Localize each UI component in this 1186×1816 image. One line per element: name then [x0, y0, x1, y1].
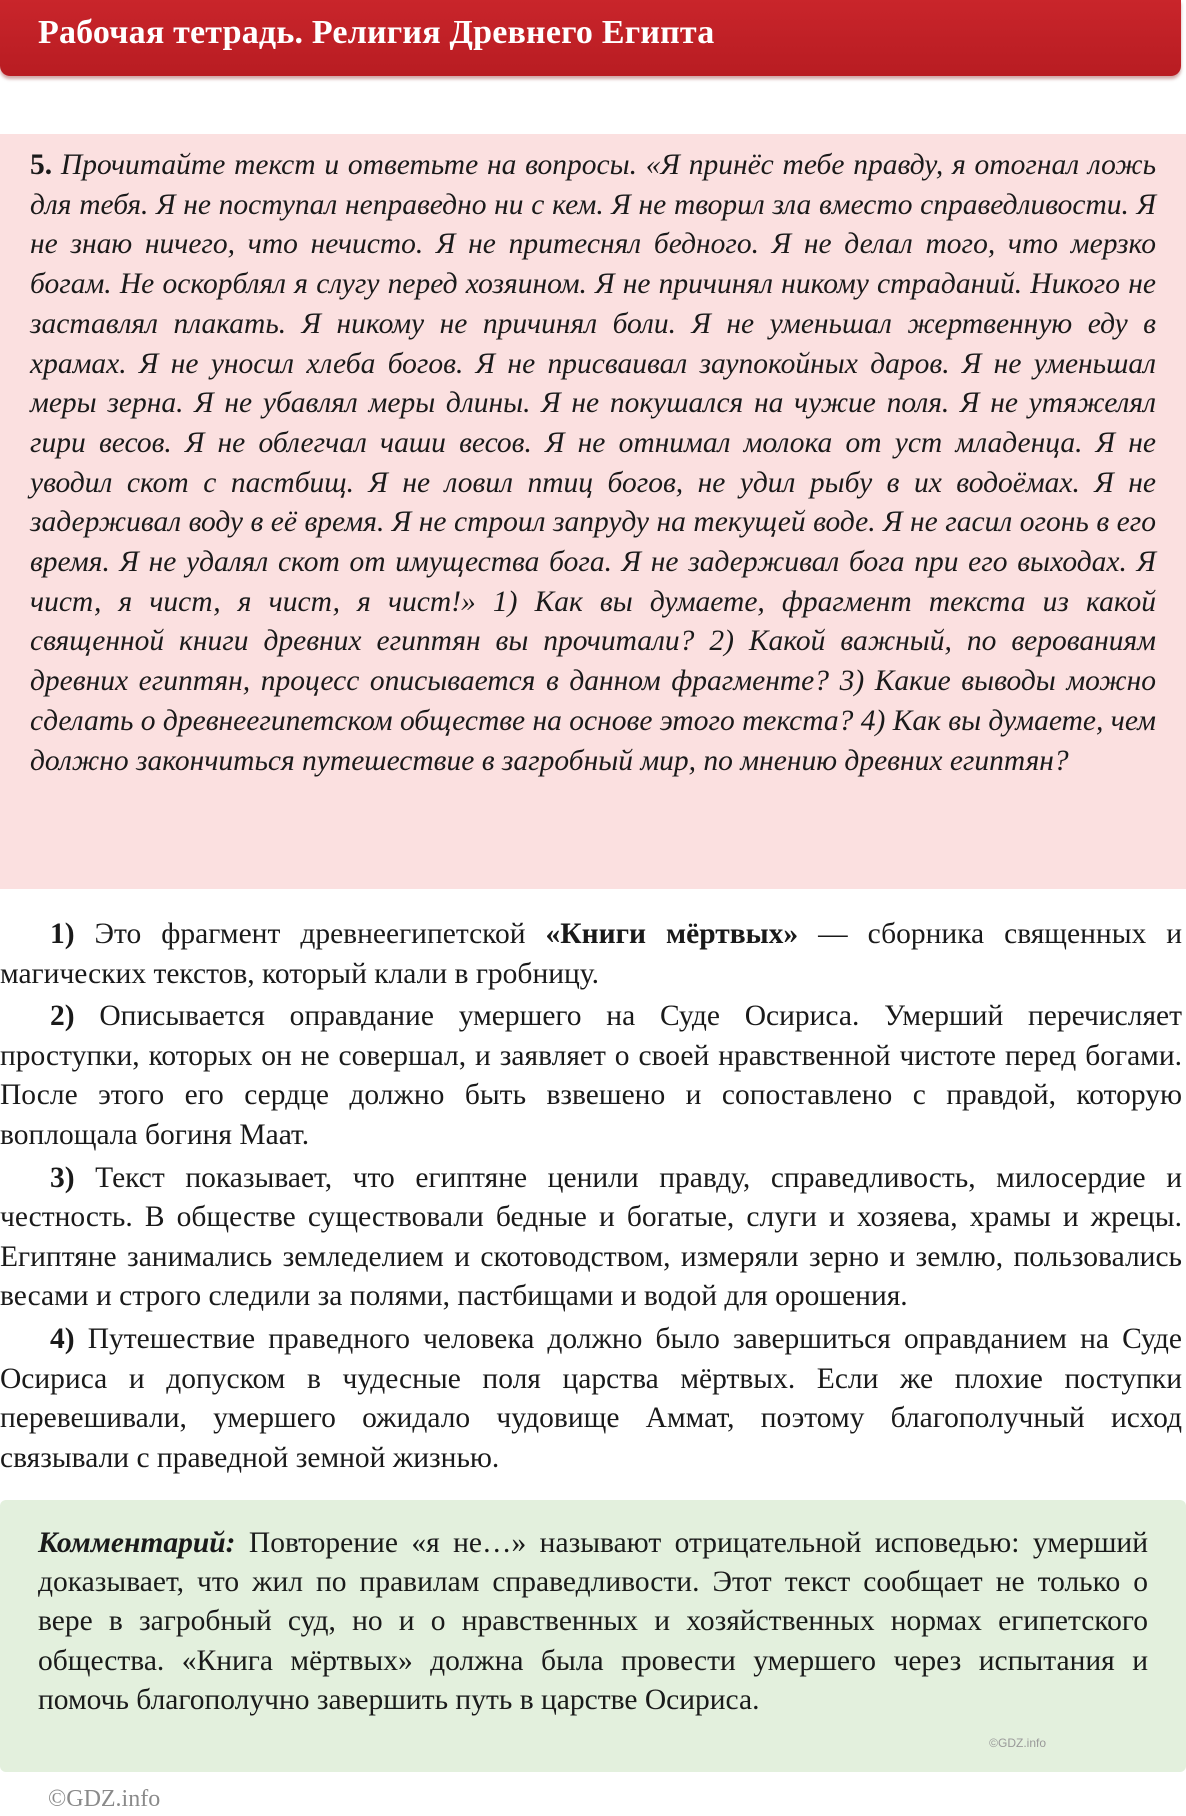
answer-1-number: 1): [50, 918, 75, 950]
answer-2-number: 2): [50, 1000, 75, 1033]
comment-text: [38, 1524, 1148, 1720]
answer-3-number: 3): [50, 1161, 75, 1194]
comment-label: Комментарий:: [38, 1527, 236, 1559]
comment-body: Повторение «я не…» называют отрицательной исповедью: умерший доказывает, что жил по правилам справедливости. Этот текст сообщает не только о вере в загробный суд, но и о нравственных и хозяйственных нормах египетского общества. «Книга мёртвых» должна была провести умершего через испытания и помочь благополучно завершить путь в царстве Осириса.: [38, 1527, 1149, 1716]
answer-3: [0, 1159, 1182, 1317]
answer-4: [0, 1320, 1182, 1478]
task-number: 5.: [30, 149, 53, 181]
task-text: [30, 146, 1156, 781]
page-title: Рабочая тетрадь. Религия Древнего Египта: [38, 14, 715, 51]
task-box: [0, 134, 1186, 889]
answer-1: [0, 915, 1182, 994]
comment-box: [0, 1500, 1186, 1772]
answer-4-text: Путешествие праведного человека должно было завершиться оправданием на Суде Осириса и допуском в чудесные поля царства мёртвых. Если же плохие поступки перевешивали, умершего ожидало чудовище Аммат, поэтому благополучный исход связывали с праведной земной жизнью.: [0, 1322, 1183, 1474]
answer-2-text: Описывается оправдание умершего на Суде Осириса. Умерший перечисляет проступки, которых он не совершал, и заявляет о своей нравственной чистоте перед богами. После этого его сердце должно быть взвешено и сопоставлено с правдой, которую воплощала богиня Маат.: [0, 1000, 1182, 1151]
answer-4-number: 4): [50, 1322, 75, 1355]
answer-1-text-before: Это фрагмент древнеегипетской: [94, 918, 526, 950]
answer-1-book-title: «Книги мёртвых»: [545, 918, 799, 950]
task-body: Прочитайте текст и ответьте на вопросы. «Я принёс тебе правду, я отогнал ложь для тебя. Я не поступал неправедно ни с кем. Я не творил зла вместо справедливости. Я не знаю ничего, что нечисто. Я не притеснял бедного. Я не делал того, что мерзко богам. Не оскорблял я слугу перед хозяином. Я не причинял никому страданий. Никого не заставлял плакать. Я никому не причинял боли. Я не уменьшал жертвенную еду в храмах. Я не уносил хлеба богов. Я не присваивал заупокойных даров. Я не уменьшал меры зерна. Я не убавлял меры длины. Я не покушался на чужие поля. Я не утяжелял гири весов. Я не облегчал чаши весов. Я не отнимал молока от уст младенца. Я не уводил скот с пастбищ. Я не ловил птиц богов, не удил рыбу в их водоёмах. Я не задерживал воду в её время. Я не строил запруду на текущей воде. Я не гасил огонь в его время. Я не удалял скот от имущества бога. Я не задерживал бога при его выходах. Я чист, я чист, я чист, я чист!» 1) Как вы думаете, фрагмент текста из какой священной книги древних египтян вы прочитали? 2) Какой важный, по верованиям древних египтян, процесс описывается в данном фрагменте? 3) Какие выводы можно сделать о древнеегипетском обществе на основе этого текста? 4) Как вы думаете, чем должно закончиться путешествие в загробный мир, по мнению древних египтян?: [30, 149, 1157, 777]
answer-2: [0, 997, 1182, 1155]
answer-1-text-after: — сборника священных и магических текстов, который клали в гробницу.: [0, 918, 1183, 990]
page-header: [0, 0, 1181, 76]
answer-3-text: Текст показывает, что египтяне ценили правду, справедливость, милосердие и честность. В обществе существовали бедные и богатые, слуги и хозяева, храмы и жрецы. Египтяне занимались земледелием и скотоводством, измеряли зерно и землю, пользовались весами и строго следили за полями, пастбищами и водой для орошения.: [0, 1161, 1182, 1313]
answers-section: [0, 915, 1186, 1481]
comment-watermark: ©GDZ.info: [989, 1736, 1046, 1750]
footer-watermark: ©GDZ.info: [48, 1786, 161, 1812]
